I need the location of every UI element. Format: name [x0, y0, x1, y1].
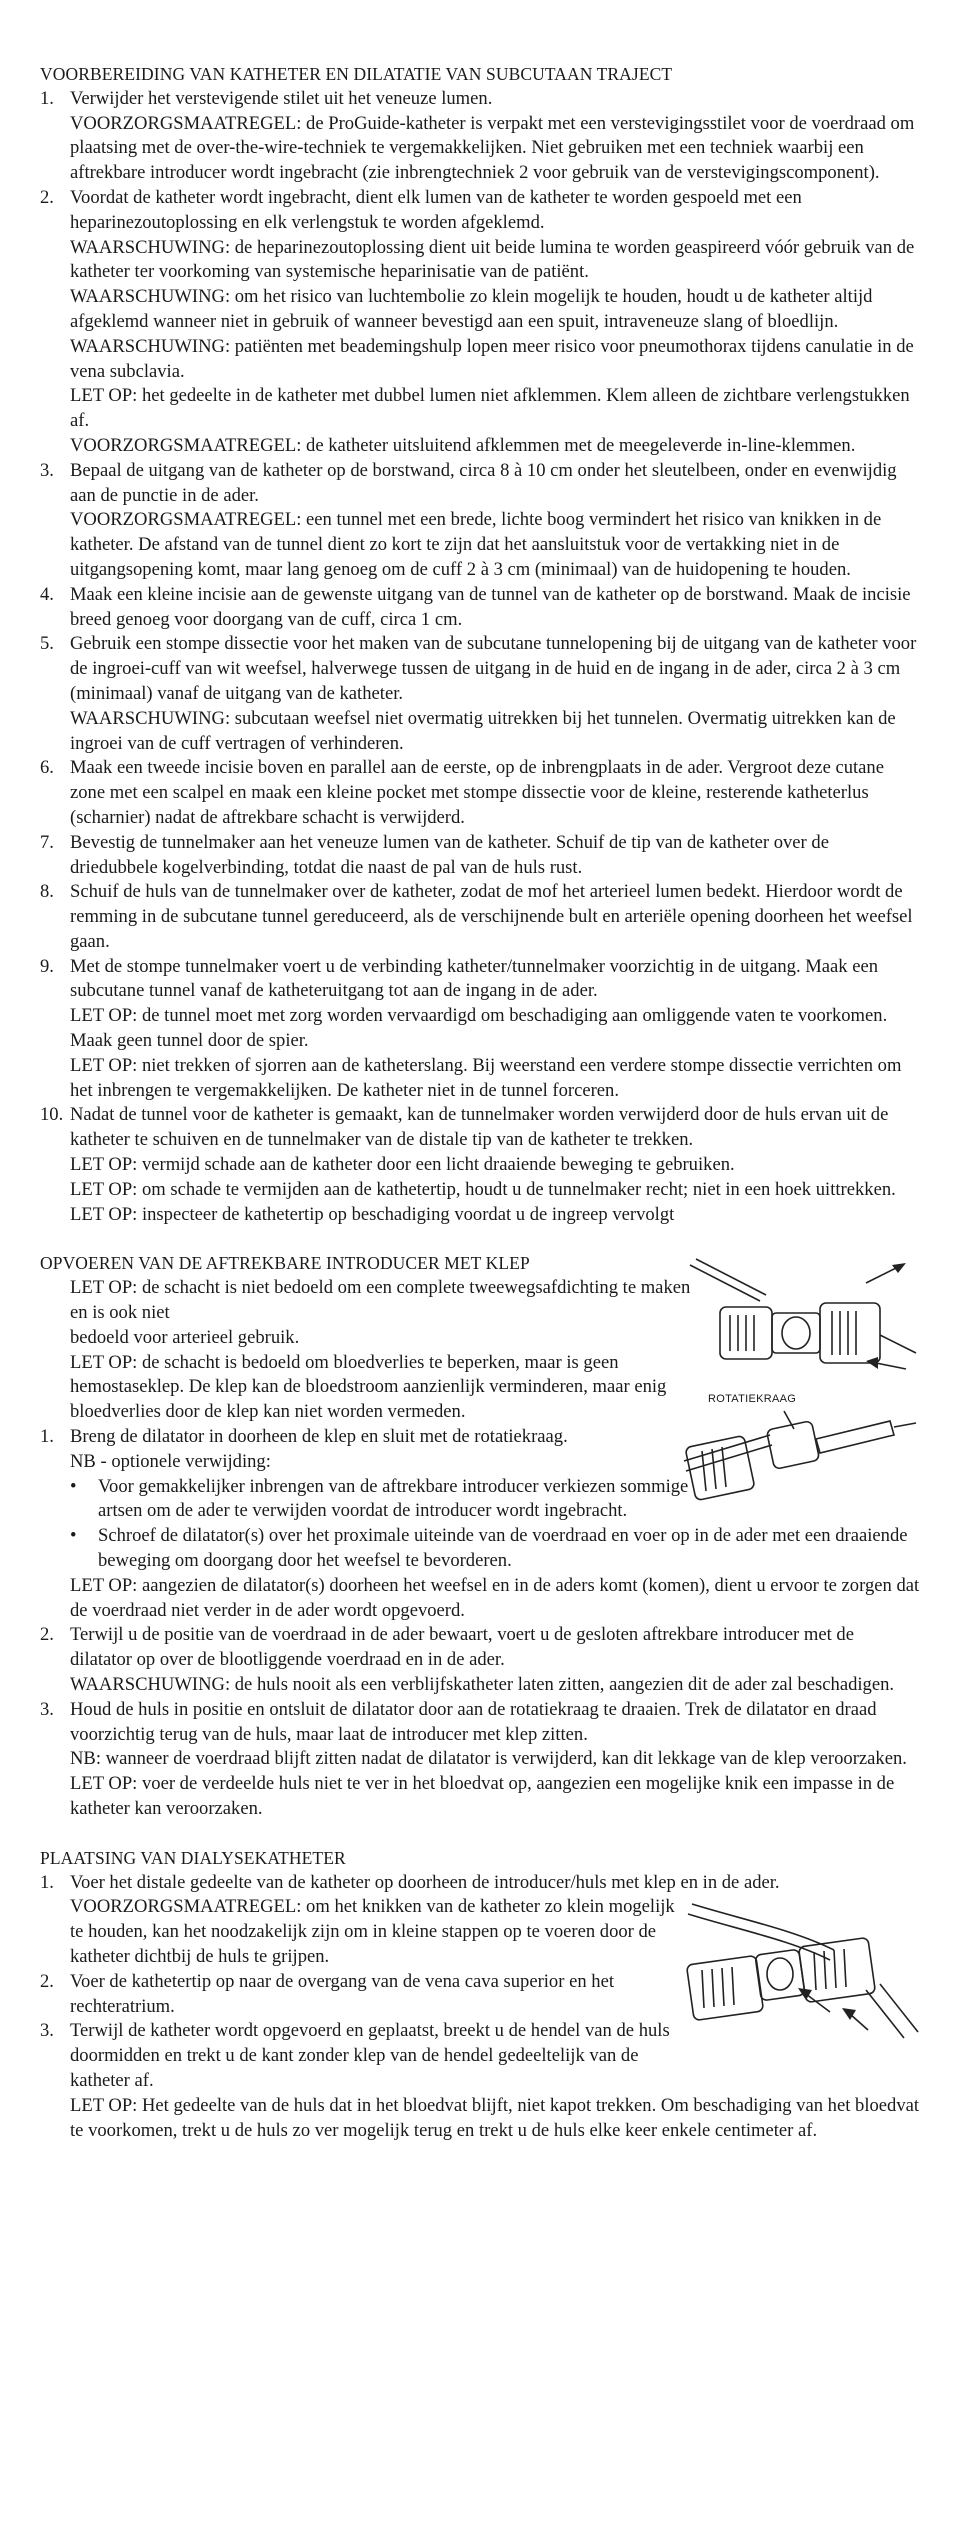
step-2	[40, 1623, 920, 1697]
section-catheter-preparation	[40, 62, 920, 1227]
step-1	[40, 1871, 920, 1970]
step-text: Bevestig de tunnelmaker aan het veneuze lumen van de katheter. Schuif de tip van de katheter over de driedubbele kogelverbinding, totdat die naast de pal van de huls rust.	[70, 831, 829, 878]
step-text: Bepaal de uitgang van de katheter op de borstwand, circa 8 à 10 cm onder het sleutelbeen, onder en evenwijdig aan de punctie in de ader.	[70, 459, 897, 506]
section-heading: PLAATSING VAN DIALYSEKATHETER	[40, 1847, 346, 1868]
step-text: Voordat de katheter wordt ingebracht, dient elk lumen van de katheter te worden gespoeld met een heparinezoutoplossing en elk verlengstuk te worden afgeklemd.	[70, 186, 802, 233]
step-text: Maak een kleine incisie aan de gewenste uitgang van de tunnel van de katheter op de borstwand. Maak de incisie breed genoeg voor doorgang van de cuff, circa 1 cm.	[70, 583, 911, 630]
step-4	[40, 583, 920, 633]
step-text: Voer de kathetertip op naar de overgang van de vena cava superior en het rechteratrium.	[70, 1970, 614, 2017]
bullet-list	[40, 1475, 920, 1574]
step-number: 1.	[40, 87, 54, 109]
step-number: 8.	[40, 881, 54, 903]
step-3	[40, 1698, 920, 1822]
step-number: 3.	[40, 1698, 54, 1720]
step-text: Verwijder het verstevigende stilet uit het veneuze lumen.	[70, 87, 493, 109]
precaution-text: VOORZORGSMAATREGEL: de katheter uitsluitend afklemmen met de meegeleverde in-line-klemmen.	[70, 434, 856, 456]
step-number: 3.	[40, 459, 54, 481]
step-number: 5.	[40, 633, 54, 655]
section-heading: OPVOEREN VAN DE AFTREKBARE INTRODUCER MET KLEP	[40, 1253, 530, 1274]
caution-text: LET OP: inspecteer de kathetertip op beschadiging voordat u de ingreep vervolgt	[70, 1203, 675, 1225]
step-2	[40, 186, 920, 459]
step-list	[40, 1623, 920, 1821]
step-list	[40, 1425, 920, 1475]
precaution-text: VOORZORGSMAATREGEL: om het knikken van de katheter zo klein mogelijk te houden, kan het noodzakelijk zijn om in kleine stappen op te voeren door de katheter dichtbij de huls te grijpen.	[70, 1896, 675, 1967]
step-text: Gebruik een stompe dissectie voor het maken van de subcutane tunnelopening bij de uitgang van de katheter voor de ingroei-cuff van wit weefsel, halverwege tussen de uitgang in de huid en de ingang in de ader, circa 2 à 3 cm (minimaal) vanaf de uitgang van de katheter.	[70, 633, 917, 704]
step-list	[40, 87, 920, 1228]
step-number: 2.	[40, 186, 54, 208]
warning-text: WAARSCHUWING: subcutaan weefsel niet overmatig uitrekken bij het tunnelen. Overmatig uitrekken kan de ingroei van de cuff vertragen of verhinderen.	[70, 707, 896, 754]
warning-text: WAARSCHUWING: de heparinezoutoplossing dient uit beide lumina te worden geaspireerd vóór gebruik van de katheter ter voorkoming van systemische heparinisatie van de patiënt.	[70, 236, 915, 283]
step-2	[40, 1970, 920, 2020]
document-page	[40, 62, 920, 2143]
step-text: Schuif de huls van de tunnelmaker over de katheter, zodat de mof het arterieel lumen bedekt. Hierdoor wordt de remming in de subcutane tunnel gereduceerd, als de verschijnende bult en arteriële opening doorheen het weefsel gaan.	[70, 881, 913, 952]
step-1	[40, 1425, 920, 1475]
section-dialysis-catheter-placement	[40, 1846, 920, 2144]
warning-text: WAARSCHUWING: de huls nooit als een verblijfskatheter laten zitten, aangezien dit de ader zal beschadigen.	[70, 1674, 895, 1695]
step-text: Nadat de tunnel voor de katheter is gemaakt, kan de tunnelmaker worden verwijderd door de huls ervan uit de katheter te schuiven en de tunnelmaker van de distale tip van de katheter te trekken.	[70, 1104, 889, 1151]
precaution-text: VOORZORGSMAATREGEL: een tunnel met een brede, lichte boog vermindert het risico van knikken in de katheter. De afstand van de tunnel dient zo kort te zijn dat het aansluitstuk voor de vertakking niet in de uitgangsopening komt, maar lang genoeg om de cuff 2 à 3 cm (minimaal) van de huidopening te houden.	[70, 509, 882, 580]
caution-text: bedoeld voor arterieel gebruik.	[70, 1326, 300, 1348]
note-text: NB - optionele verwijding:	[70, 1450, 271, 1472]
step-6	[40, 756, 920, 830]
step-1	[40, 87, 920, 186]
step-text: Houd de huls in positie en ontsluit de dilatator door aan de rotatiekraag te draaien. Trek de dilatator en draad voorzichtig terug van de huls, maar laat de introducer met klep zitten.	[70, 1698, 877, 1745]
caution-text: LET OP: de tunnel moet met zorg worden vervaardigd om beschadiging aan omliggende vaten te voorkomen. Maak geen tunnel door de spier.	[70, 1005, 888, 1052]
step-number: 10.	[40, 1104, 64, 1126]
step-number: 4.	[40, 583, 54, 605]
caution-text: LET OP: om schade te vermijden aan de kathetertip, houdt u de tunnelmaker recht; niet in een hoek uittrekken.	[70, 1178, 896, 1200]
warning-text: WAARSCHUWING: om het risico van luchtembolie zo klein mogelijk te houden, houdt u de katheter altijd afgeklemd wanneer niet in gebruik of wanneer bevestigd aan een spuit, intraveneuze slang of bloedlijn.	[70, 286, 873, 332]
step-10	[40, 1103, 920, 1227]
step-number: 6.	[40, 757, 54, 779]
step-8	[40, 880, 920, 954]
caution-text: LET OP: voer de verdeelde huls niet te ver in het bloedvat op, aangezien een mogelijke knik een impasse in de katheter kan veroorzaken.	[70, 1773, 895, 1819]
caution-text: LET OP: Het gedeelte van de huls dat in het bloedvat blijft, niet kapot trekken. Om beschadiging van het bloedvat te voorkomen, trekt u de huls zo ver mogelijk terug en trekt u de huls elke keer enkele centimeter af.	[70, 2094, 920, 2141]
step-number: 9.	[40, 955, 54, 977]
step-number: 2.	[40, 1970, 54, 1992]
caution-text: LET OP: niet trekken of sjorren aan de katheterslang. Bij weerstand een verdere stompe dissectie verrichten om het inbrengen te vergemakkelijken. De katheter niet in de tunnel forceren.	[70, 1054, 902, 1101]
step-7	[40, 831, 920, 881]
bullet-item: • Voor gemakkelijker inbrengen van de aftrekbare introducer verkiezen sommige artsen om de ader te verwijden voordat de introducer wordt ingebracht.	[98, 1475, 710, 1525]
step-number: 2.	[40, 1624, 54, 1646]
step-3	[40, 459, 920, 583]
caution-intro	[40, 1276, 710, 1425]
step-number: 7.	[40, 831, 54, 853]
section-introducer	[40, 1251, 920, 1821]
step-text: Maak een tweede incisie boven en parallel aan de eerste, op de inbrengplaats in de ader. Vergroot deze cutane zone met een scalpel en maak een kleine pocket met stompe dissectie voor de kleine, resterende katheterlus (scharnier) nadat de aftrekbare schacht is verwijderd.	[70, 757, 884, 828]
step-number: 1.	[40, 1426, 54, 1448]
bullet-item: • Schroef de dilatator(s) over het proximale uiteinde van de voerdraad en voer op in de ader met een draaiende beweging om doorgang door het weefsel te bevorderen.	[98, 1524, 920, 1574]
introducer-valve-illustration	[680, 1253, 920, 1371]
step-text: Terwijl de katheter wordt opgevoerd en geplaatst, breekt u de hendel van de huls doormidden en trekt u de kant zonder klep van de hendel gedeeltelijk van de katheter af.	[70, 2020, 670, 2091]
step-5	[40, 632, 920, 756]
step-number: 3.	[40, 2020, 54, 2042]
step-text: Terwijl u de positie van de voerdraad in de ader bewaart, voert u de gesloten aftrekbare introducer met de dilatator op over de blootliggende voerdraad en in de ader.	[70, 1624, 854, 1671]
rotation-collar-label: ROTATIEKRAAG	[708, 1393, 797, 1406]
step-text: Voer het distale gedeelte van de katheter op doorheen de introducer/huls met klep en in de ader.	[70, 1871, 780, 1893]
warning-text: WAARSCHUWING: patiënten met beademingshulp lopen meer risico voor pneumothorax tijdens canulatie in de vena subclavia.	[70, 335, 914, 382]
caution-text: LET OP: aangezien de dilatator(s) doorheen het weefsel en in de aders komt (komen), dient u ervoor te zorgen dat de voerdraad niet verder in de ader wordt opgevoerd.	[70, 1574, 920, 1621]
step-3	[40, 2019, 920, 2143]
section-heading: VOORBEREIDING VAN KATHETER EN DILATATIE VAN SUBCUTAAN TRAJECT	[40, 64, 673, 84]
note-text: NB: wanneer de voerdraad blijft zitten nadat de dilatator is verwijderd, kan dit lekkage van de klep veroorzaken.	[70, 1748, 907, 1770]
caution-text: LET OP: vermijd schade aan de katheter door een licht draaiende beweging te gebruiken.	[70, 1154, 735, 1176]
caution-text: LET OP: de schacht is bedoeld om bloedverlies te beperken, maar is geen hemostaseklep. De klep kan de bloedstroom aanzienlijk verminderen, maar enig bloedverlies door de klep kan niet worden vermeden.	[70, 1351, 667, 1423]
caution-text: LET OP: de schacht is niet bedoeld om een complete tweewegsafdichting te maken en is ook niet	[70, 1277, 691, 1324]
step-list	[40, 1871, 920, 2144]
precaution-text: VOORZORGSMAATREGEL: de ProGuide-katheter is verpakt met een verstevigingsstilet voor de voerdraad om plaatsing met de over-the-wire-techniek te vergemakkelijken. Niet gebruiken met een techniek waarbij een aftrekbare introducer wordt ingebracht (zie inbrengtechniek 2 voor gebruik van de verstevigingscomponent).	[70, 112, 915, 184]
caution-text: LET OP: het gedeelte in de katheter met dubbel lumen niet afklemmen. Klem alleen de zichtbare verlengstukken af.	[70, 385, 910, 432]
step-text: Met de stompe tunnelmaker voert u de verbinding katheter/tunnelmaker voorzichtig in de uitgang. Maak een subcutane tunnel vanaf de katheteruitgang tot aan de ingang in de ader.	[70, 955, 879, 1002]
step-number: 1.	[40, 1871, 54, 1893]
step-9	[40, 955, 920, 1104]
step-text: Breng de dilatator in doorheen de klep en sluit met de rotatiekraag.	[70, 1426, 568, 1448]
